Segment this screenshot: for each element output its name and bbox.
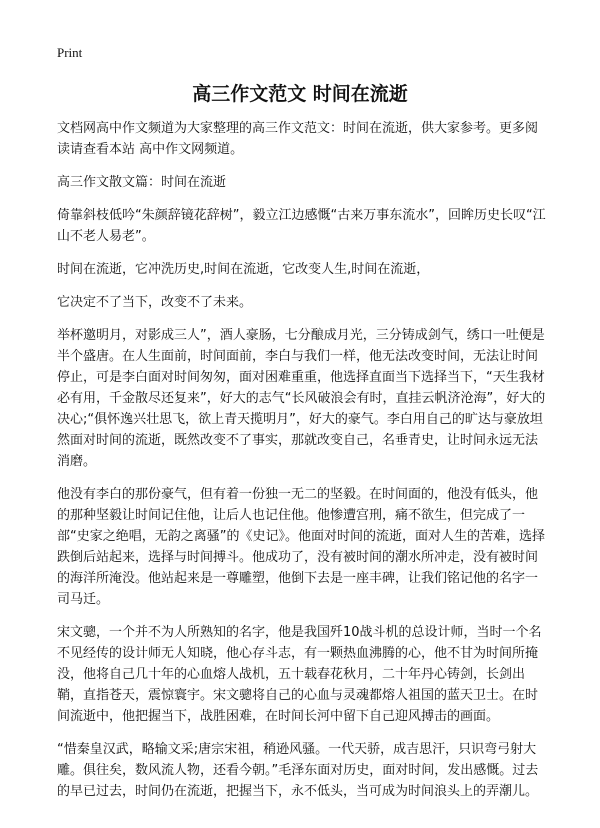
body-paragraph: 他没有李白的那份豪气，但有着一份独一无二的坚毅。在时间面的，他没有低头，他的那种坚毅让时间记住他，让后人也记住他。他惨遭宫刑，痛不欲生，但完成了一部“史家之绝唱，无韵之离骚”的《史记》。他面对时间的流逝，面对人生的苦难，选择跌倒后站起来，选择与时间搏斗。他成功了，没有被时间的潮水所冲走，没有被时间的海洋所淹没。他站起来是一尊雕塑，他倒下去是一座丰碑，让我们铭记他的名字一司马迁。 bbox=[57, 487, 545, 607]
body-paragraph: 它决定不了当下，改变不了未来。 bbox=[57, 295, 253, 310]
intro-paragraph: 文档网高中作文频道为大家整理的高三作文范文：时间在流逝，供大家参考。更多阅读请查看本站 高中作文网频道。 bbox=[57, 121, 539, 157]
body-paragraph: “惜秦皇汉武，略输文采;唐宗宋祖，稍逊风骚。一代天骄，成吉思汗，只识弯弓射大雕。俱往矣，数风流人物，还看今朝。”毛泽东面对历史，面对时间，发出感慨。过去的早已过去，时间仍在流逝，把握当下，永不低头，当可成为时间浪头上的弄潮儿。 bbox=[57, 742, 539, 799]
body-paragraph: 倚靠斜枝低吟“朱颜辞镜花辞树”，毅立江边感慨“古来万事东流水”，回眸历史长叹“江山不老人易老”。 bbox=[57, 208, 546, 244]
body-paragraph: 时间在流逝，它冲洗历史,时间在流逝，它改变人生,时间在流逝， bbox=[57, 262, 430, 277]
article-body bbox=[57, 118, 547, 814]
print-link[interactable]: Print bbox=[57, 45, 83, 60]
body-paragraph: 举杯邀明月，对影成三人”，酒人豪肠，七分酿成月光，三分铸成剑气，绣口一吐便是半个盛唐。在人生面前，时间面前，李白与我们一样，他无法改变时间，无法让时间停止，可是李白面对时间匆匆，面对困难重重，他选择直面当下选择当下，“天生我材必有用，千金散尽还复来”，好大的志气“长风破浪会有时，直挂云帆济沧海”，好大的决心;“俱怀逸兴壮思飞，欲上青天揽明月”，好大的豪气。李白用自己的旷达与豪放坦然面对时间的流逝，既然改变不了事实，那就改变自己，名垂青史，让时间永远无法消磨。 bbox=[57, 328, 546, 469]
body-paragraph: 宋文骢，一个并不为人所熟知的名字，他是我国歼10战斗机的总设计师，当时一个名不见经传的设计师无人知晓，他心存斗志，有一颗热血沸腾的心，他不甘为时间所掩没，他将自己几十年的心血熔人战机，五十载春花秋月，二十年丹心铸剑，长剑出鞘，直指苍天，震惊寰宇。宋文骢将自己的心血与灵魂都熔人祖国的蓝天卫士。在时间流逝中，他把握当下，战胜困难，在时间长河中留下自己迎风搏击的画面。 bbox=[57, 625, 542, 724]
article-title: 高三作文范文 时间在流逝 bbox=[192, 83, 408, 105]
section-heading: 高三作文散文篇：时间在流逝 bbox=[57, 175, 227, 190]
